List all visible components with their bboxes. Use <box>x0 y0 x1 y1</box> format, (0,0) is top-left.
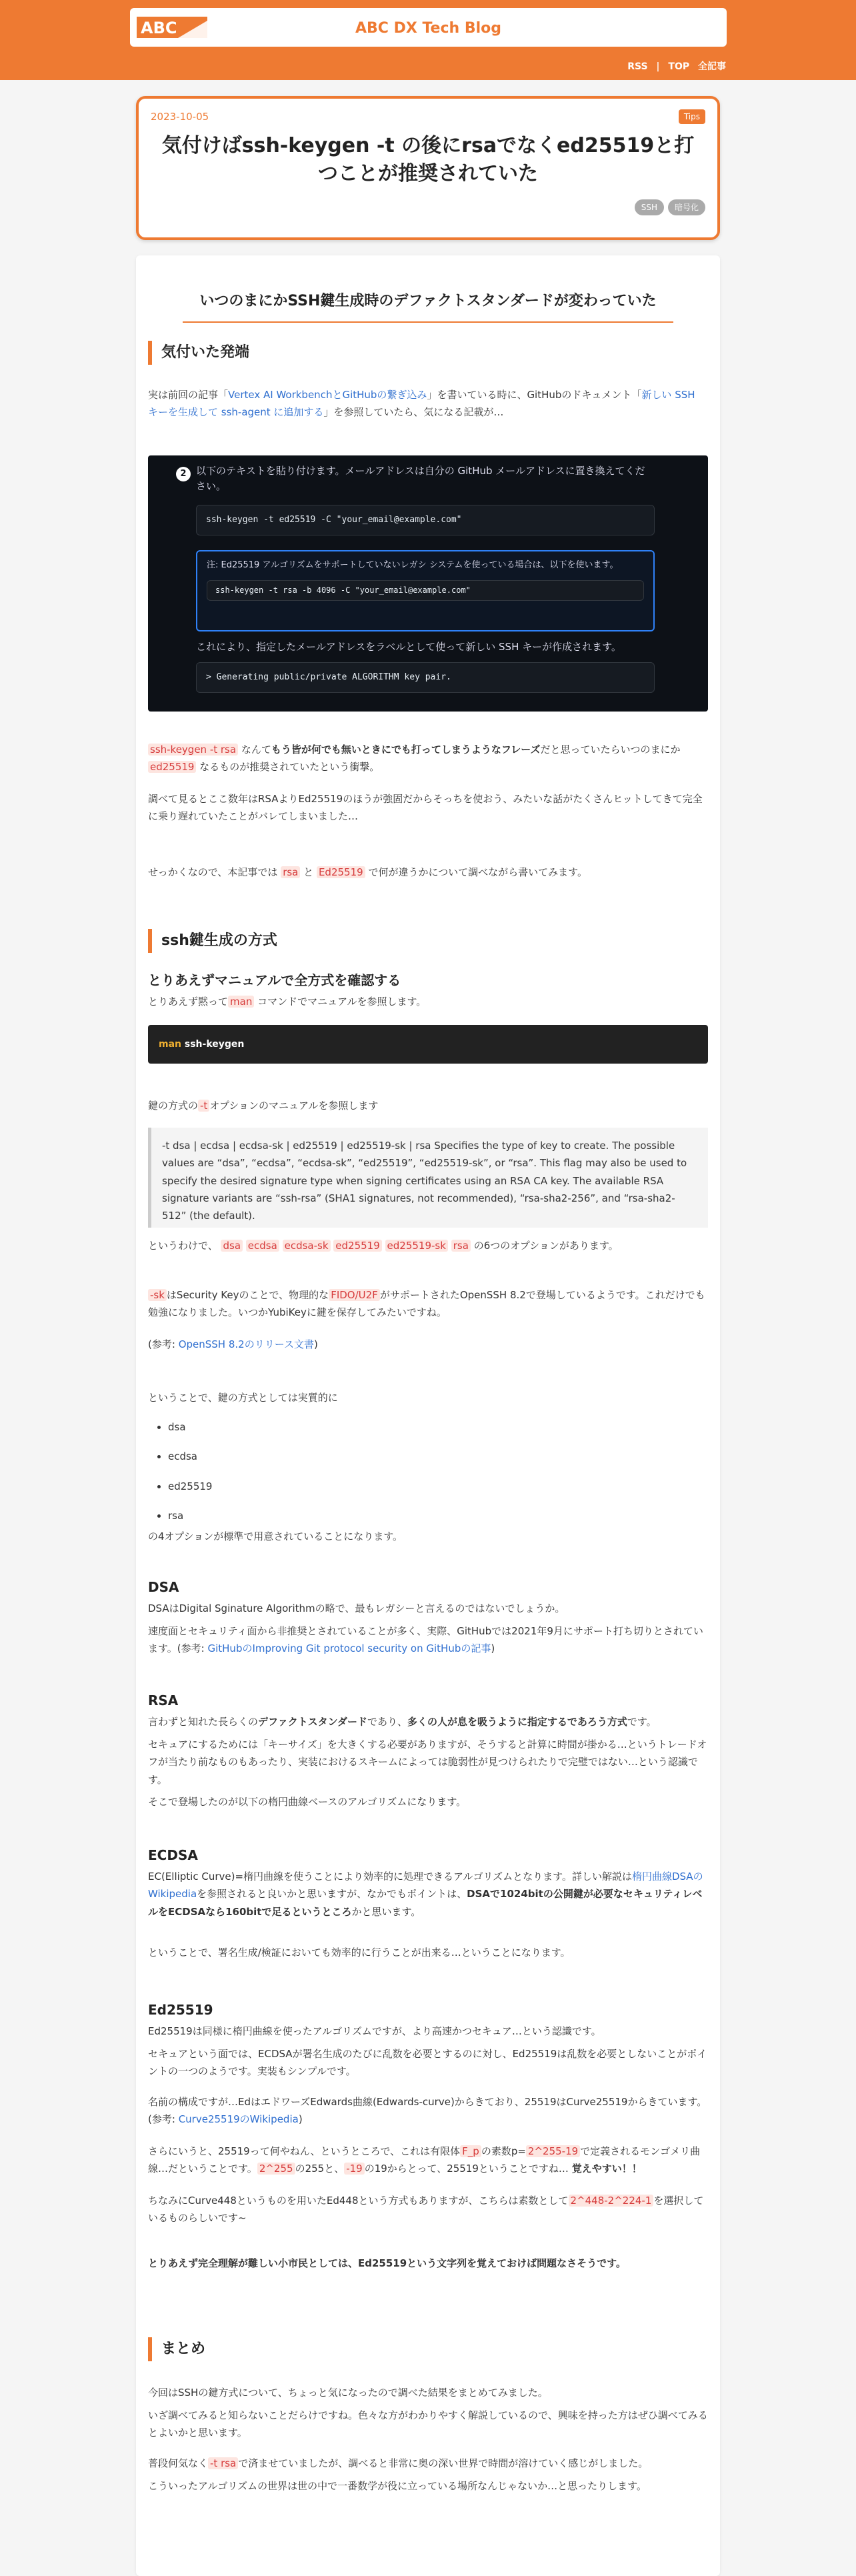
section-heading-methods: ssh鍵生成の方式 <box>148 929 708 953</box>
paragraph-rsa-1: 言わずと知れた長らくのデファクトスタンダードであり、多くの人が息を吸うように指定するであろう方式です。 <box>148 1716 657 1728</box>
paragraph-ed25519-conclusion: とりあえず完全理解が難しい小市民としては、Ed25519という文字列を覚えておけば問題なさそうです。 <box>148 2257 626 2269</box>
nav-separator: | <box>656 61 660 72</box>
terminal-arg: ssh-keygen <box>184 1039 245 1050</box>
paragraph-research: 調べて見るとここ数年はRSAよりEd25519のほうが強固だからそっちを使おう、みたいな話がたくさんヒットしてきて完全に乗り遅れていたことがバレてしまいました… <box>148 793 703 823</box>
post-title: 気付けばssh-keygen -t の後にrsaでなくed25519と打つことが推奨されていた <box>161 134 695 185</box>
paragraph-summary-4: こういったアルゴリズムの世界は世の中で一番数学が役に立っている場所なんじゃないか…と思ったりします。 <box>148 2480 647 2492</box>
site-title[interactable]: ABC DX Tech Blog <box>355 20 502 37</box>
list-item: • dsa <box>168 1418 212 1436</box>
heading-ed25519: Ed25519 <box>148 2002 213 2018</box>
step-number: 2 <box>176 467 191 481</box>
nav-rss[interactable]: RSS <box>627 61 648 72</box>
paragraph-security-key: -sk はSecurity Keyのことで、物理的な FIDO/U2F がサポートされたOpenSSH 8.2で登場しているようです。これだけでも勉強になりました。いつかYubiKeyに鍵を保存してみたいですね。 <box>148 1289 705 1319</box>
tag-encryption[interactable]: 暗号化 <box>668 199 705 215</box>
manual-quote: -t dsa | ecdsa | ecdsa-sk | ed25519 | ed25519-sk | rsa Specifies the type of key to create. The possible values are “dsa”, “ecdsa”, “ecdsa-sk”, “ed25519”, “ed25519-sk”, or “rsa”. This flag may also be used to specify the desired signature type when signing certificates using an RSA CA key. The available RSA signature variants are “ssh-rsa” (SHA1 signatures, not recommended), “rsa-sha2-256”, and “rsa-sha2-512” (the default). <box>148 1128 708 1228</box>
screenshot-result-text: これにより、指定したメールアドレスをラベルとして使って新しい SSH キーが作成されます。 <box>196 641 621 653</box>
github-doc-screenshot <box>148 455 708 712</box>
paragraph-rsa-3: そこで登場したのが以下の楕円曲線ベースのアルゴリズムになります。 <box>148 1796 467 1808</box>
paragraph-ed25519-3: 名前の構成ですが…EdはエドワーズEdwards曲線(Edwards-curve)からきており、25519はCurve25519からきています。(参考: Curve25519のWikipedia) <box>148 2096 707 2126</box>
logo-text: ABC <box>141 19 177 37</box>
paragraph-man: とりあえず黙って man コマンドでマニュアルを参照します。 <box>148 996 427 1008</box>
paragraph-ed25519-4: さらにいうと、25519って何やねん、というところで、これは有限体 F_p の素数p= 2^255-19 で定義されるモンゴメリ曲線…だということです。 2^255 の255と、 -19 の19からとって、25519ということですね… 覚えやすい！！ <box>148 2145 701 2175</box>
paragraph-ed25519-5: ちなみにCurve448というものを用いたEd448という方式もありますが、こちらは素数として 2^448-2^224-1 を選択しているものらしいです~ <box>148 2195 704 2225</box>
link-openssh-release[interactable]: OpenSSH 8.2のリリース文書 <box>178 1338 314 1350</box>
link-github-security[interactable]: GitHubのImproving Git protocol security on GitHubの記事 <box>207 1642 491 1655</box>
tag-ssh[interactable]: SSH <box>635 199 664 215</box>
list-item: • rsa <box>168 1507 212 1524</box>
paragraph-ecdsa-1: EC(Elliptic Curve)=楕円曲線を使うことにより効率的に処理できるアルゴリズムとなります。詳しい解説は楕円曲線DSAのWikipediaを参照されると良いかと思いますが、なかでもポイントは、DSAで1024bitの公開鍵が必要なセキュリティレベルをECDSAなら160bitで足るというところかと思います。 <box>148 1870 703 1918</box>
paragraph-summary-3: 普段何気なく -t rsa で済ませていましたが、調べると非常に奥の深い世界で時間が溶けていく感じがしました。 <box>148 2457 649 2469</box>
paragraph-rsa-2: セキュアにするためには「キーサイズ」を大きくする必要がありますが、そうすると計算に時間が掛かる…というトレードオフが当たり前なものもあったり、実装におけるスキームによっては脆弱性が見つけられたりで完璧ではない…という認識です。 <box>148 1738 707 1786</box>
paragraph-openssh-ref: (参考: OpenSSH 8.2のリリース文書) <box>148 1338 318 1350</box>
paragraph-dsa-2: 速度面とセキュリティ面から非推奨とされていることが多く、実際、GitHubでは2021年9月にサポート打ち切りとされています。(参考: GitHubのImproving Git protocol security on GitHubの記事) <box>148 1625 703 1655</box>
code-ed25519: ssh-keygen -t ed25519 -C "your_email@example.com" <box>196 505 655 535</box>
list-item: • ed25519 <box>168 1478 212 1495</box>
heading-dsa: DSA <box>148 1579 179 1595</box>
category-badge[interactable]: Tips <box>679 109 705 124</box>
paragraph-ed25519-1: Ed25519は同様に楕円曲線を使ったアルゴリズムですが、より高速かつセキュア…という認識です。 <box>148 2025 601 2037</box>
note-text: 注: Ed25519 アルゴリズムをサポートしていないレガシ システムを使っている場合は、以下を使います。 <box>207 560 619 570</box>
legacy-note <box>196 550 655 631</box>
paragraph-four-options: の4オプションが標準で用意されていることになります。 <box>148 1530 403 1542</box>
link-vertex-ai-article[interactable]: Vertex AI WorkbenchとGitHubの繋ぎ込み <box>228 389 427 401</box>
section-heading-origin: 気付いた発端 <box>148 341 708 365</box>
nav-top[interactable]: TOP <box>668 61 690 72</box>
paragraph-t-option: 鍵の方式の -t オプションのマニュアルを参照します <box>148 1100 379 1112</box>
link-ecdsa-wikipedia[interactable]: 楕円曲線DSAのWikipedia <box>148 1870 703 1900</box>
method-list <box>168 1418 212 1536</box>
article-body <box>136 255 720 2576</box>
paragraph-dsa-1: DSAはDigital Sginature Algorithmの略で、最もレガシーと言えるのではないでしょうか。 <box>148 1602 565 1614</box>
paragraph-ed25519-2: セキュアという面では、ECDSAが署名生成のたびに乱数を必要とするのに対し、Ed25519は乱数を必要としないことがポイントの一つのようです。実装もシンプルです。 <box>148 2048 707 2078</box>
paragraph-practical: ということで、鍵の方式としては実質的に <box>148 1392 338 1404</box>
code-rsa: ssh-keygen -t rsa -b 4096 -C "your_email@example.com" <box>207 580 644 601</box>
paragraph-ecdsa-2: ということで、署名生成/検証においても効率的に行うことが出来る…ということになります。 <box>148 1947 571 1959</box>
paragraph-purpose: せっかくなので、本記事では rsa と Ed25519 で何が違うかについて調べながら書いてみます。 <box>148 866 587 878</box>
article-heading: いつのまにかSSH鍵生成時のデファクトスタンダードが変わっていた <box>183 289 673 323</box>
paragraph-summary-1: 今回はSSHの鍵方式について、ちょっと気になったので調べた結果をまとめてみました。 <box>148 2387 548 2399</box>
header-nav <box>622 59 726 75</box>
post-tags <box>631 197 705 216</box>
link-github-ssh-doc[interactable]: 新しい SSH キーを生成して ssh-agent に追加する <box>148 389 695 419</box>
code-output: > Generating public/private ALGORITHM key pair. <box>196 662 655 693</box>
list-item: • ecdsa <box>168 1448 212 1465</box>
screenshot-instruction: 以下のテキストを貼り付けます。メールアドレスは自分の GitHub メールアドレスに置き換えてください。 <box>196 465 645 493</box>
heading-rsa: RSA <box>148 1692 179 1708</box>
terminal-cmd: man <box>159 1039 182 1050</box>
paragraph-six-options: というわけで、 dsa ecdsa ecdsa-sk ed25519 ed25519-sk rsa の6つのオプションがあります。 <box>148 1240 619 1252</box>
paragraph-summary-2: いざ調べてみると知らないことだらけですね。色々な方がわかりやすく解説しているので、興味を持った方はぜひ調べてみるとよいかと思います。 <box>148 2409 708 2439</box>
post-date: 2023-10-05 <box>151 111 209 123</box>
nav-all-posts[interactable]: 全記事 <box>698 61 726 72</box>
paragraph-shock: ssh-keygen -t rsa なんてもう皆が何でも無いときにでも打ってしまうようなフレーズだと思っていたらいつのまにかed25519 なるものが推奨されていたという衝撃。 <box>148 741 708 776</box>
post-header-card <box>136 96 720 240</box>
intro-paragraph: 実は前回の記事「Vertex AI WorkbenchとGitHubの繋ぎ込み」を書いている時に、GitHubのドキュメント「新しい SSH キーを生成して ssh-agent に追加する」を参照していたら、気になる記載が… <box>148 389 695 419</box>
heading-ecdsa: ECDSA <box>148 1847 198 1863</box>
site-header <box>0 0 856 80</box>
terminal-man-command <box>148 1025 708 1064</box>
section-heading-summary: まとめ <box>148 2337 708 2361</box>
link-curve25519-wikipedia[interactable]: Curve25519のWikipedia <box>178 2113 299 2126</box>
header-bar <box>130 8 727 47</box>
subheading-manual: とりあえずマニュアルで全方式を確認する <box>148 972 401 988</box>
